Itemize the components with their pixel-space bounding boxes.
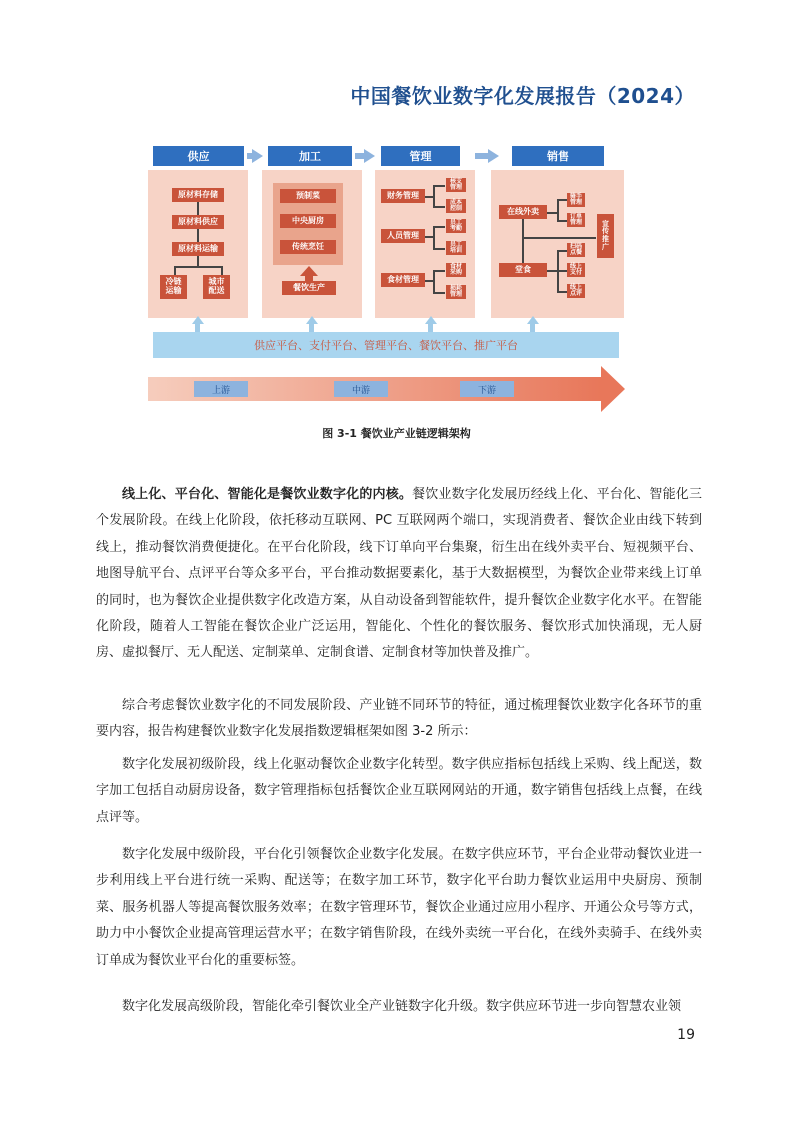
connector	[433, 248, 445, 250]
staff-attendance-box: 员工 考勤	[446, 219, 466, 233]
connector	[522, 219, 524, 263]
connector	[197, 202, 199, 215]
finance-mgmt-box: 财务管理	[381, 189, 425, 203]
midstream-label: 中游	[334, 381, 388, 397]
arrow-right-icon	[488, 149, 499, 163]
connector	[433, 270, 445, 272]
cold-chain-box: 冷链 运输	[160, 275, 187, 299]
connector	[197, 229, 199, 242]
upstream-label: 上游	[194, 381, 248, 397]
connector	[433, 226, 445, 228]
staff-mgmt-box: 人员管理	[381, 229, 425, 243]
central-kitchen-box: 中央厨房	[280, 214, 336, 228]
raw-transport-box: 原材料运输	[172, 242, 224, 256]
arrow-up-icon	[192, 316, 204, 324]
connector	[433, 226, 435, 249]
connector	[197, 256, 199, 266]
promotion-box: 宣 传 推 广	[597, 214, 614, 258]
connector	[433, 185, 445, 187]
downstream-label: 下游	[460, 381, 514, 397]
rider-mgmt-box: 骑手 管理	[567, 193, 585, 207]
flow-arrow-head	[601, 366, 625, 412]
connector	[221, 266, 223, 275]
paragraph-4: 数字化发展中级阶段，平台化引领餐饮企业数字化发展。在数字供应环节，平台企业带动餐饮业进一步利用线上平台进行统一采购、配送等；在数字加工环节，数字化平台助力餐饮业运用中央厨房、预制菜、服务机器人等提高餐饮服务效率；在数字管理环节，餐饮企业通过应用小程序、开通公众号等方式，助力中小餐饮企业提高管理运营水平；在数字销售阶段，在线外卖统一平台化，在线外卖骑手、在线外卖订单成为餐饮业平台化的重要标签。	[96, 847, 702, 968]
connector	[425, 196, 433, 198]
dine-in-box: 堂食	[499, 263, 547, 277]
arrow-up-icon	[425, 316, 437, 324]
ingredient-mgmt-box: 食材管理	[381, 273, 425, 287]
connector	[557, 199, 559, 221]
platform-bar: 供应平台、支付平台、管理平台、餐饮平台、推广平台	[153, 332, 619, 358]
arrow-right-icon	[252, 149, 263, 163]
connector	[174, 266, 222, 268]
arrow-up-icon	[527, 316, 539, 324]
traditional-cooking-box: 传统烹饪	[280, 240, 336, 254]
connector	[425, 280, 433, 282]
stage-processing: 加工	[268, 146, 352, 166]
arrow-up-icon	[306, 316, 318, 324]
arrow-right-icon	[364, 149, 375, 163]
city-delivery-box: 城市 配送	[203, 275, 230, 299]
connector	[522, 237, 596, 239]
connector	[557, 291, 567, 293]
order-mgmt-box: 订单 管理	[567, 213, 585, 227]
online-delivery-box: 在线外卖	[499, 205, 547, 219]
scan-order-box: 扫码 点餐	[567, 243, 585, 257]
arrow-stem	[309, 324, 314, 332]
paragraph-1	[96, 482, 702, 667]
expense-mgmt-box: 核支 管理	[446, 178, 466, 192]
paragraph-3: 数字化发展初级阶段，线上化驱动餐饮企业数字化转型。数字供应指标包括线上采购、线上配送，数字加工包括自动厨房设备，数字管理指标包括餐饮企业互联网网站的开通，数字销售包括线上点餐，在线点评等。	[96, 757, 702, 825]
connector	[174, 266, 176, 275]
raw-storage-box: 原材料存储	[172, 188, 224, 202]
arrow-up-icon	[300, 266, 318, 276]
ingredient-purchase-box: 食材 采购	[446, 263, 466, 277]
arrow-stem	[530, 324, 535, 332]
report-title: 中国餐饮业数字化发展报告（2024）	[350, 84, 695, 108]
stage-management: 管理	[381, 146, 460, 166]
connector	[433, 292, 445, 294]
online-review-box: 线上 点评	[567, 284, 585, 298]
paragraph-5: 数字化发展高级阶段，智能化牵引餐饮业全产业链数字化升级。数字供应环节进一步向智慧农业领	[122, 999, 682, 1014]
connector	[547, 270, 557, 272]
connector	[433, 206, 445, 208]
arrow-tail	[475, 153, 489, 159]
arrow-stem	[195, 324, 200, 332]
raw-supply-box: 原材料供应	[172, 215, 224, 229]
connector	[557, 220, 567, 222]
connector	[557, 199, 567, 201]
cost-control-box: 成本 控制	[446, 199, 466, 213]
paragraph-2: 综合考虑餐饮业数字化的不同发展阶段、产业链不同环节的特征，通过梳理餐饮业数字化各环节的重要内容，报告构建餐饮业数字化发展指数逻辑框架如图 3-2 所示：	[96, 698, 702, 740]
loss-mgmt-box: 损耗 管理	[446, 285, 466, 299]
connector	[433, 185, 435, 207]
connector	[433, 270, 435, 293]
connector	[557, 250, 567, 252]
catering-production-box: 餐饮生产	[282, 281, 336, 295]
connector	[557, 270, 567, 272]
figure-caption: 图 3-1 餐饮业产业链逻辑架构	[322, 427, 471, 440]
online-pay-box: 线上 支付	[567, 263, 585, 277]
arrow-stem	[428, 324, 433, 332]
staff-training-box: 员工 培训	[446, 241, 466, 255]
connector	[547, 212, 557, 214]
connector	[425, 236, 433, 238]
stage-sales: 销售	[512, 146, 604, 166]
page-number: 19	[677, 1027, 695, 1043]
paragraph-1-lead: 线上化、平台化、智能化是餐饮业数字化的内核。	[122, 487, 413, 502]
prefab-box: 预制菜	[280, 189, 336, 203]
paragraph-1-text: 餐饮业数字化发展历经线上化、平台化、智能化三个发展阶段。在线上化阶段，依托移动互联网、PC 互联网两个端口，实现消费者、餐饮企业由线下转到线上，推动餐饮消费便捷化。在平台化阶段，线下订单向平台集聚，衍生出在线外卖平台、短视频平台、地图导航平台、点评平台等众多平台，平台推动数据要素化，基于大数据模型，为餐饮企业带来线上订单的同时，也为餐饮企业提供数字化改造方案，从自动设备到智能软件，提升餐饮企业数字化水平。在智能化阶段，随着人工智能在餐饮企业广泛运用，智能化、个性化的餐饮服务、餐饮形式加快涌现，无人厨房、虚拟餐厅、无人配送、定制菜单、定制食谱、定制食材等加快普及推广。	[96, 487, 702, 661]
stage-supply: 供应	[153, 146, 244, 166]
